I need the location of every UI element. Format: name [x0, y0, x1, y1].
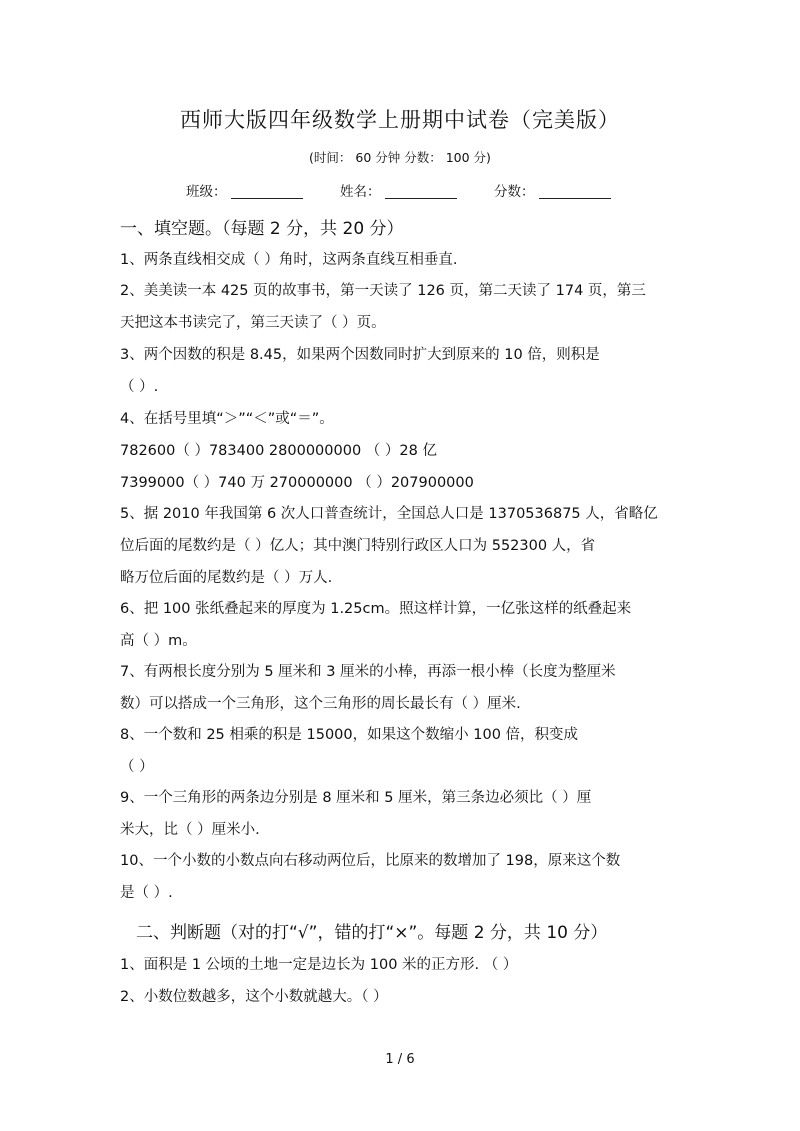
question-line: 数）可以搭成一个三角形，这个三角形的周长最长有（ ）厘米. [120, 696, 521, 712]
name-label: 姓名： [340, 184, 381, 200]
score-label: 分数： [494, 184, 535, 200]
question-line: 高（ ）m。 [120, 633, 197, 649]
exam-title: 西师大版四年级数学上册期中试卷（完美版） [180, 108, 620, 132]
name-blank [385, 184, 457, 199]
question-line: 天把这本书读完了，第三天读了（ ）页。 [120, 315, 386, 331]
question-line: 5、据 2010 年我国第 6 次人口普查统计，全国总人口是 1370536875 人，省略亿 [120, 506, 658, 522]
question-line: 8、一个数和 25 相乘的积是 15000，如果这个数缩小 100 倍，积变成 [120, 727, 579, 743]
section-fill-blank-heading: 一、填空题。（每题 2 分，共 20 分） [120, 219, 404, 239]
question-line: （ ） [120, 759, 154, 775]
score-field [494, 180, 611, 200]
exam-subtitle: (时间： 60 分钟 分数： 100 分) [309, 150, 491, 165]
question-line: 7、有两根长度分别为 5 厘米和 3 厘米的小棒，再添一根小棒（长度为整厘米 [120, 664, 616, 680]
question-line: 米大，比（ ）厘米小. [120, 822, 260, 838]
score-blank [539, 184, 611, 199]
question-line: 3、两个因数的积是 8.45，如果两个因数同时扩大到原来的 10 倍，则积是 [120, 347, 600, 363]
question-line: 是（ ）. [120, 885, 173, 901]
question-line: 位后面的尾数约是（ ）亿人；其中澳门特别行政区人口为 552300 人，省 [120, 538, 596, 554]
question-line: 10、一个小数的小数点向右移动两位后，比原来的数增加了 198，原来这个数 [120, 853, 621, 869]
question-line: 略万位后面的尾数约是（ ）万人. [120, 570, 333, 586]
class-label: 班级： [186, 184, 227, 200]
question-line: 1、两条直线相交成（ ）角时，这两条直线互相垂直. [120, 252, 458, 268]
question-line: 2、小数位数越多，这个小数就越大。（ ） [120, 989, 388, 1005]
class-field [186, 180, 303, 200]
section-true-false-heading: 二、判断题（对的打“√”，错的打“×”。每题 2 分，共 10 分） [136, 923, 608, 943]
question-line: 6、把 100 张纸叠起来的厚度为 1.25cm。照这样计算，一亿张这样的纸叠起来 [120, 601, 632, 617]
class-blank [231, 184, 303, 199]
question-line: 4、在括号里填“＞”“＜”或“＝”。 [120, 411, 334, 427]
question-line: 782600（ ）783400 2800000000 （ ）28 亿 [120, 443, 437, 459]
question-line: 2、美美读一本 425 页的故事书，第一天读了 126 页，第二天读了 174 页，第三 [120, 283, 646, 299]
question-line: 7399000（ ）740 万 270000000 （ ）207900000 [120, 475, 474, 491]
question-line: 9、一个三角形的两条边分别是 8 厘米和 5 厘米，第三条边必须比（ ）厘 [120, 790, 592, 806]
question-line: 1、面积是 1 公顷的土地一定是边长为 100 米的正方形. （ ） [120, 957, 518, 973]
page-number: 1 / 6 [385, 1052, 415, 1067]
question-line: （ ）. [120, 379, 159, 395]
name-field [340, 180, 457, 200]
